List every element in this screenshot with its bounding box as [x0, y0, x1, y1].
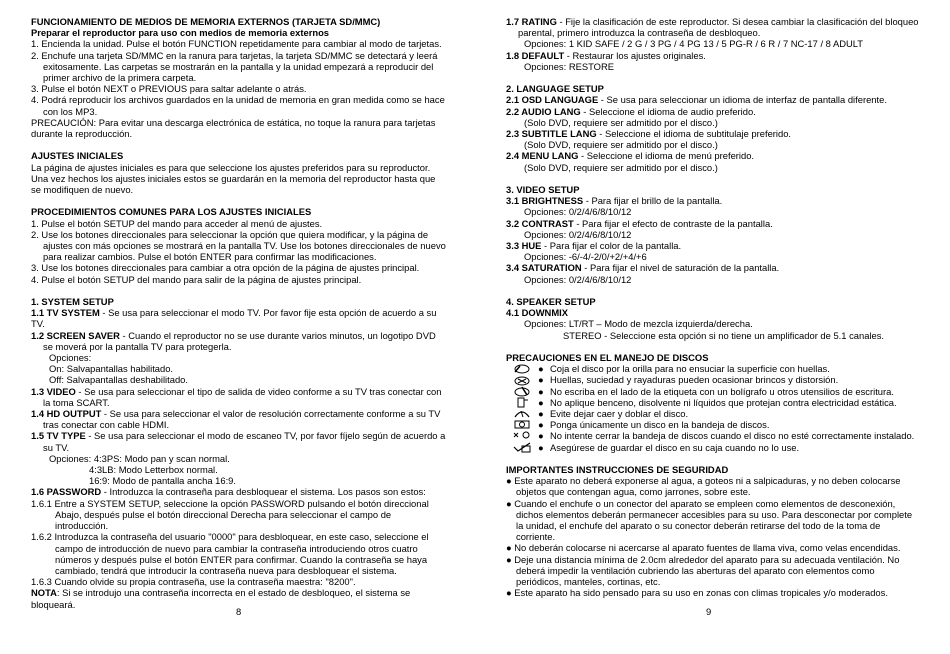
text-line: Opciones: 0/2/4/6/8/10/12	[524, 228, 632, 240]
text-line: Opciones:	[49, 352, 92, 364]
item-key: 2.4 MENU LANG	[506, 150, 579, 162]
heading-text: 3. VIDEO SETUP	[506, 184, 580, 196]
text-line: Opciones: RESTORE	[524, 60, 614, 72]
no-bend-disc-icon	[506, 408, 538, 419]
section-heading	[506, 83, 921, 94]
item-text: - Para fijar el color de la pantalla.	[541, 240, 682, 252]
spacer	[31, 285, 446, 296]
spacer	[506, 173, 921, 184]
disc-precaution-item	[506, 408, 921, 419]
text-line	[31, 330, 446, 352]
heading-text: PRECAUCIONES EN EL MANEJO DE DISCOS	[506, 352, 709, 364]
dirty-disc-icon	[506, 375, 538, 386]
text-line: La página de ajustes iniciales es para que seleccione los ajustes preferidos para su reproductor. Una vez hechos los ajustes iniciales estos se guardarán en la memoria del reproductor hasta que se modifiquen de nuevo.	[31, 161, 436, 196]
spacer	[31, 139, 446, 150]
bullet: ●	[506, 542, 512, 554]
item-text: - Introduzca la contraseña para desbloquear el sistema. Los pasos son estos:	[101, 486, 426, 498]
safety-heading	[506, 464, 921, 475]
item-key: 2.3 SUBTITLE LANG	[506, 128, 597, 140]
text-line: (Solo DVD, requiere ser admitido por el disco.)	[524, 139, 718, 151]
text-line: 1. Pulse el botón SETUP del mando para acceder al menú de ajustes.	[31, 217, 323, 229]
spacer	[506, 341, 921, 352]
section-heading	[31, 16, 446, 27]
text-line: Off: Salvapantallas deshabilitado.	[49, 374, 188, 386]
section-heading	[506, 184, 921, 195]
hold-disc-icon	[506, 363, 538, 374]
text-line: 4. Podrá reproducir los archivos guardados en la unidad de memoria en gran medida como se hace con los MP3.	[31, 94, 445, 117]
text-line	[506, 218, 921, 229]
text-line: Opciones: 1 KID SAFE / 2 G / 3 PG / 4 PG 13 / 5 PG-R / 6 R / 7 NC-17 / 8 ADULT	[524, 38, 864, 50]
text-line: STEREO - Seleccione esta opción si no tiene un amplificador de 5.1 canales.	[563, 329, 885, 341]
item-key: 3.2 CONTRAST	[506, 217, 574, 229]
item-key: 3.3 HUE	[506, 240, 542, 252]
text-line	[31, 430, 446, 452]
bullet: ●	[538, 374, 544, 386]
text-line	[506, 106, 921, 117]
text-line: Opciones: LT/RT – Modo de mezcla izquierda/derecha.	[524, 318, 753, 330]
disc-precaution-item	[506, 442, 921, 453]
spacer	[506, 453, 921, 464]
safety-item	[506, 554, 921, 588]
safety-text: Este aparato no deberá exponerse al agua, a goteos ni a salpicaduras, y no deben colocarse objetos que contengan agua, como jarrones, sobre este.	[514, 475, 901, 498]
text-line: 2. Use los botones direccionales para seleccionar la opción que quiera modificar, y la página de ajustes con más opciones se mostrará en la pantalla TV. Use los botones direccionales de nuevo para realizar cambios. Pulse el botón ENTER para confirmar las modificaciones.	[31, 228, 446, 263]
section-heading	[506, 352, 921, 363]
disc-precaution-text: Ponga únicamente un disco en la bandeja de discos.	[550, 419, 770, 431]
item-text: - Se usa para seleccionar un idioma de interfaz de pantalla diferente.	[598, 94, 887, 106]
safety-text: Deje una distancia mínima de 2.0cm alrededor del aparato para su adecuada ventilación. No deberá impedir la ventilación cubriendo las aberturas del aparato con elementos como periódicos, manteles, cortinas, etc.	[514, 553, 900, 587]
spacer	[506, 72, 921, 83]
item-text: : Si se introdujo una contraseña incorrecta en el estado de desbloqueo, el sistema se bloqueará.	[31, 587, 411, 610]
item-key: 2.1 OSD LANGUAGE	[506, 94, 599, 106]
item-key: 1.3 VIDEO	[31, 385, 76, 397]
text-line: Opciones: -6/-4/-2/0/+2/+4/+6	[524, 251, 647, 263]
right-page-number: 9	[706, 606, 712, 617]
text-line: PRECAUCIÓN: Para evitar una descarga electrónica de estática, no toque la ranura para tarjetas durante la reproducción.	[31, 116, 436, 140]
disc-precaution-item	[506, 397, 921, 408]
item-key: 3.4 SATURATION	[506, 262, 582, 274]
text-line: (Solo DVD, requiere ser admitido por el disco.)	[524, 161, 718, 173]
text-line: 4. Pulse el botón SETUP del mando para salir de la página de ajustes principal.	[31, 273, 362, 285]
bullet: ●	[538, 430, 544, 442]
text-line	[506, 262, 921, 273]
bullet: ●	[506, 497, 512, 509]
section-heading	[31, 27, 446, 38]
text-line	[506, 94, 921, 105]
text-line: Opciones: 4:3PS: Modo pan y scan normal.	[49, 452, 230, 464]
heading-text: 4. SPEAKER SETUP	[506, 296, 596, 308]
text-line: 3. Use los botones direccionales para cambiar a otra opción de la página de ajustes principal.	[31, 262, 420, 274]
item-text: - Para fijar el efecto de contraste de la pantalla.	[573, 217, 773, 229]
safety-item	[506, 542, 921, 553]
disc-precaution-text: No aplique benceno, disolvente ni líquidos que protejan contra electricidad estática.	[550, 396, 897, 408]
item-text: - Seleccione el idioma de subtitulaje preferido.	[596, 128, 792, 140]
item-key: 1.8 DEFAULT	[506, 49, 565, 61]
item-text: - Se usa para seleccionar el modo TV. Por favor fije esta opción de acuerdo a su TV.	[31, 307, 437, 330]
right-page	[506, 16, 921, 598]
store-disc-icon	[506, 442, 538, 453]
bullet: ●	[538, 419, 544, 431]
disc-precaution-item	[506, 419, 921, 430]
left-page-number: 8	[236, 606, 242, 617]
text-line: 2. Enchufe una tarjeta SD/MMC en la ranura para tarjetas, la tarjeta SD/MMC se detectará y leerá exitosamente. Las carpetas se mostrarán en la pantalla y la unidad empezará a reproducir del primer archivo de la primera carpeta.	[31, 49, 438, 84]
text-line: On: Salvapantallas habilitado.	[49, 363, 174, 375]
text-line: (Solo DVD, requiere ser admitido por el disco.)	[524, 116, 718, 128]
section-heading	[31, 150, 446, 161]
section-heading	[31, 296, 446, 307]
disc-precaution-text: No intente cerrar la bandeja de discos cuando el disco no esté correctamente instalado.	[550, 430, 915, 442]
item-text: - Cuando el reproductor no se use durante varios minutos, un logotipo DVD se moverá por la pantalla TV para protegerla.	[43, 329, 436, 352]
text-line: 1.6.1 Entre a SYSTEM SETUP, seleccione la opción PASSWORD pulsando el botón direccional Abajo, después pulse el botón direccional Derecha para seleccionar el campo de introducción.	[31, 497, 429, 532]
text-line: 1.6.2 Introduzca la contraseña del usuario "0000" para desbloquear, en este caso, seleccione el campo de introducción de nuevo para cambiar la contraseña introduciendo otros cuatro números y después pulse el botón ENTER para confirmar. Cuando la contraseña se haya cambiado, tendrá que introducir la contraseña nueva para desbloquear el sistema.	[31, 531, 429, 576]
no-solvent-icon	[506, 397, 538, 408]
text-line	[506, 195, 921, 206]
heading-text: 1. SYSTEM SETUP	[31, 296, 114, 308]
item-key: 1.2 SCREEN SAVER	[31, 329, 120, 341]
disc-precaution-text: Evite dejar caer y doblar el disco.	[550, 407, 689, 419]
bullet: ●	[538, 363, 544, 375]
text-line: 1. Encienda la unidad. Pulse el botón FUNCTION repetidamente para cambiar al modo de tarjetas.	[31, 38, 442, 50]
tray-warning-icon	[506, 430, 538, 441]
heading-text: 4.1 DOWNMIX	[506, 307, 568, 319]
item-key: 1.4 HD OUTPUT	[31, 408, 102, 420]
text-line	[31, 408, 446, 430]
text-line: Opciones: 0/2/4/6/8/10/12	[524, 206, 632, 218]
bullet: ●	[538, 385, 544, 397]
text-line: 3. Pulse el botón NEXT o PREVIOUS para saltar adelante o atrás.	[31, 83, 307, 95]
text-line	[506, 240, 921, 251]
disc-precaution-text: Asegúrese de guardar el disco en su caja cuando no lo use.	[550, 441, 800, 453]
heading-text: 2. LANGUAGE SETUP	[506, 83, 604, 95]
item-text: - Se usa para seleccionar el valor de resolución correctamente conforme a su TV tras conectar con cable HDMI.	[43, 408, 441, 431]
safety-text: No deberán colocarse ni acercarse al aparato fuentes de llama viva, como velas encendidas.	[514, 542, 901, 554]
text-line	[31, 486, 446, 497]
text-line	[506, 150, 921, 161]
text-line: 1.6.3 Cuando olvide su propia contraseña, use la contraseña maestra: "8200".	[31, 576, 356, 588]
heading-text: PROCEDIMIENTOS COMUNES PARA LOS AJUSTES INICIALES	[31, 206, 312, 218]
spacer	[506, 285, 921, 296]
bullet: ●	[538, 407, 544, 419]
bullet: ●	[506, 587, 512, 599]
single-disc-tray-icon	[506, 419, 538, 430]
item-text: - Para fijar el brillo de la pantalla.	[583, 195, 723, 207]
text-line	[31, 307, 446, 329]
item-text: - Restaurar los ajustes originales.	[564, 49, 706, 61]
item-text: - Se usa para seleccionar el tipo de salida de video conforme a su TV tras conectar con la toma SCART.	[43, 385, 442, 408]
item-text: - Para fijar el nivel de saturación de la pantalla.	[581, 262, 780, 274]
bullet: ●	[538, 396, 544, 408]
item-key: 1.5 TV TYPE	[31, 430, 86, 442]
item-text: - Fije la clasificación de este reproductor. Si desea cambiar la clasificación del bloqueo parental, primero introduzca la contraseña de desbloqueo.	[518, 16, 919, 39]
text-line: Opciones: 0/2/4/6/8/10/12	[524, 273, 632, 285]
item-key: NOTA	[31, 587, 57, 599]
bullet: ●	[538, 441, 544, 453]
text-line	[506, 16, 921, 38]
disc-precaution-text: No escriba en el lado de la etiqueta con un bolígrafo u otros utensilios de escritura.	[550, 385, 894, 397]
text-line: 16:9: Modo de pantalla ancha 16:9.	[89, 475, 236, 487]
item-text: - Seleccione el idioma de audio preferido.	[580, 105, 756, 117]
safety-item	[506, 498, 921, 543]
disc-precaution-item	[506, 363, 921, 374]
item-text: - Se usa para seleccionar el modo de escaneo TV, por favor fíjelo según de acuerdo a su TV.	[43, 430, 446, 453]
item-key: 2.2 AUDIO LANG	[506, 105, 581, 117]
disc-precaution-item	[506, 386, 921, 397]
section-heading	[31, 206, 446, 217]
bullet: ●	[506, 553, 512, 565]
heading-text: FUNCIONAMIENTO DE MEDIOS DE MEMORIA EXTERNOS (TARJETA SD/MMC)	[31, 16, 381, 27]
item-key: 3.1 BRIGHTNESS	[506, 195, 584, 207]
item-key: 1.6 PASSWORD	[31, 486, 102, 498]
bullet: ●	[506, 475, 512, 487]
text-line	[506, 50, 921, 61]
section-heading	[506, 296, 921, 307]
heading-text: IMPORTANTES INSTRUCCIONES DE SEGURIDAD	[506, 463, 729, 475]
item-key: 1.7 RATING	[506, 16, 557, 27]
left-page	[31, 16, 446, 610]
heading-text: AJUSTES INICIALES	[31, 150, 124, 162]
disc-precaution-text: Huellas, suciedad y rayaduras pueden ocasionar brincos y distorsión.	[550, 374, 839, 386]
safety-item	[506, 587, 921, 598]
disc-precaution-item	[506, 374, 921, 385]
disc-precaution-item	[506, 430, 921, 441]
no-write-disc-icon	[506, 386, 538, 397]
disc-precaution-text: Coja el disco por la orilla para no ensuciar la superficie con huellas.	[550, 363, 830, 375]
heading-text: Preparar el reproductor para uso con medios de memoria externos	[31, 27, 330, 39]
item-key: 1.1 TV SYSTEM	[31, 307, 100, 319]
safety-text: Cuando el enchufe o un conector del aparato se empleen como elementos de desconexión, dichos elementos deberán permanecer accesibles para su uso. Para desconectar por complete la unidad, el enchufe del aparato o su conector deberán retirarse del todo de la toma de corriente.	[514, 497, 913, 543]
spacer	[31, 195, 446, 206]
text-line	[506, 128, 921, 139]
safety-text: Este aparato ha sido pensado para su uso en zonas con climas tropicales y/o moderados.	[514, 587, 888, 599]
text-line	[31, 386, 446, 408]
section-heading	[506, 307, 921, 318]
safety-item	[506, 475, 921, 497]
item-text: - Seleccione el idioma de menú preferido.	[578, 150, 755, 162]
text-line: 4:3LB: Modo Letterbox normal.	[89, 464, 218, 476]
